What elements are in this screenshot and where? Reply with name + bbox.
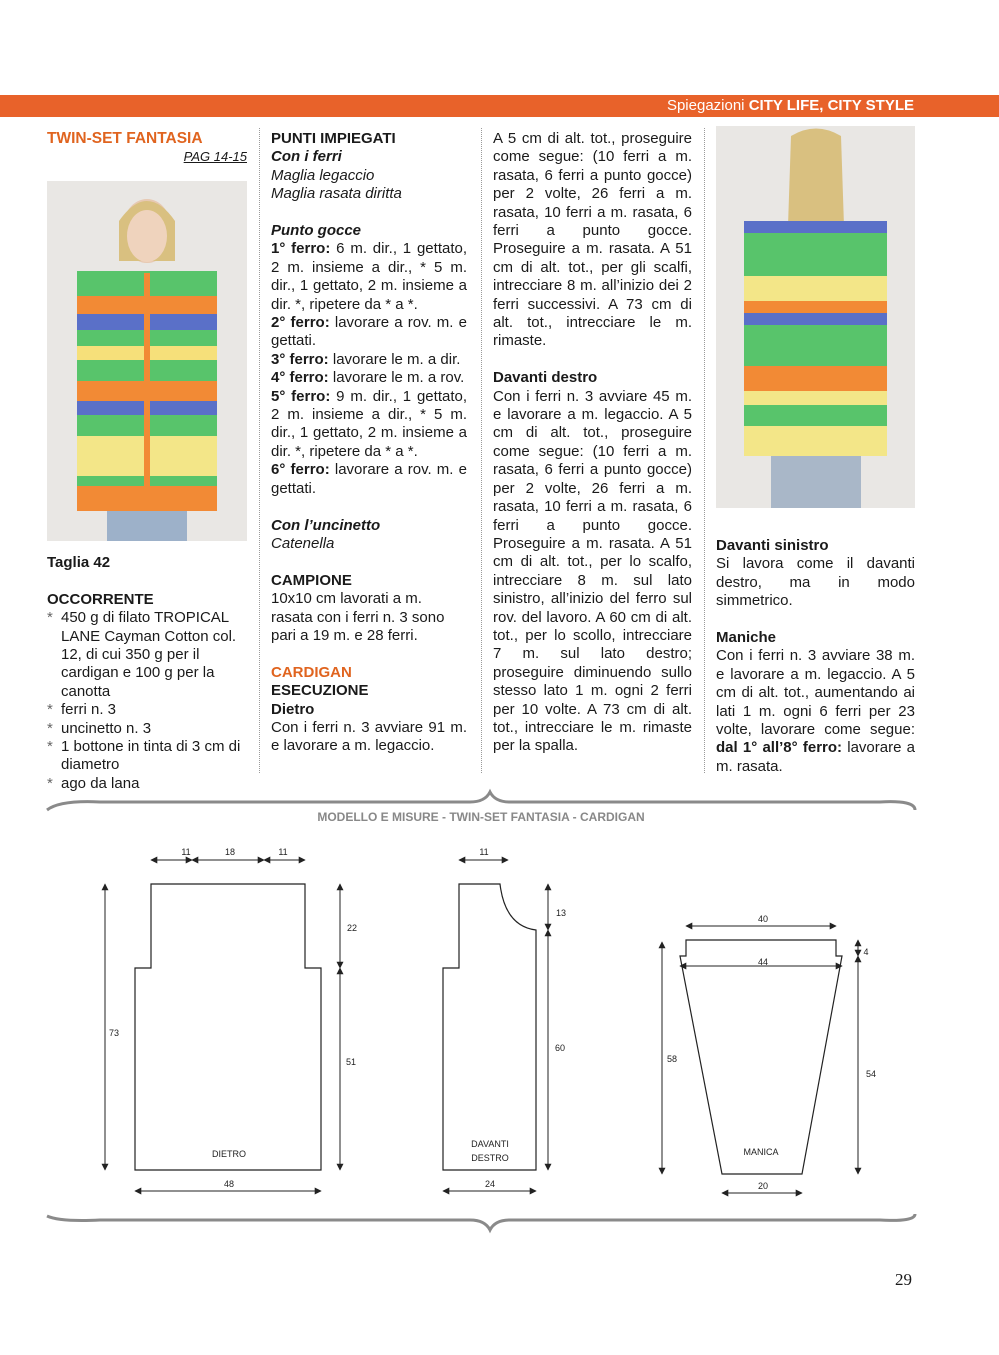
- body-text: A 5 cm di alt. tot., proseguire come segue: (10 ferri a m. rasata, 6 ferri a punto gocce) per 2 volte, 26 ferri a m. rasata, 10 ferri a m. rasata, 6 ferri a punto gocce. Proseguire a m. rasata. A 51 cm di alt. tot., per gli scalfi, intrecciare 8 m. all’inizio dei 2 ferri successivi. A 73 cm di alt. tot., intrecciare le m. rimaste.: [493, 130, 692, 350]
- piece-label: DESTRO: [471, 1153, 509, 1163]
- column-divider: [259, 128, 260, 773]
- subsection-title: Punto gocce: [271, 222, 362, 240]
- dim-label: 24: [484, 1179, 496, 1189]
- column-4: [716, 537, 915, 776]
- cardigan-title: CARDIGAN: [271, 663, 352, 681]
- subsection-title: Con l’uncinetto: [271, 516, 381, 534]
- column-1-lower: [47, 554, 247, 793]
- top-brace: [47, 792, 915, 810]
- section-header: Spiegazioni CITY LIFE, CITY STYLE: [666, 97, 914, 114]
- back-piece-outline: [135, 884, 321, 1170]
- list-item: * 450 g di filato TROPICAL LANE Cayman Cotton col. 12, di cui 350 g per il cardigan e 100 g per la canotta: [47, 609, 247, 701]
- subsection-title: Davanti destro: [493, 369, 598, 387]
- section-header-band: [0, 95, 999, 117]
- subsection-title: Maniche: [716, 629, 777, 647]
- dim-label: 11: [479, 847, 489, 857]
- pattern-diagram: [0, 788, 999, 1238]
- dim-label: 48: [223, 1179, 235, 1189]
- dim-label: 18: [224, 847, 236, 857]
- stitch-name: Maglia rasata diritta: [271, 185, 402, 203]
- row-instruction: 1° ferro: 6 m. dir., 1 gettato, 2 m. insieme a dir., * 5 m. dir., 1 gettato, 2 m. insieme a dir. *, ripetere da * a *.: [271, 240, 467, 313]
- dim-label: 22: [346, 923, 358, 933]
- body-text: Con i ferri n. 3 avviare 38 m. e lavorare a m. legaccio. A 5 cm di alt. tot., aumentando ai lati 1 m. ogni 6 ferri per 23 volte, lavorare come segue: dal 1° all’8° ferro: lavorare a m. rasata.: [716, 647, 916, 775]
- dim-label: 60: [554, 1043, 566, 1053]
- gauge-text: 10x10 cm lavorati a m. rasata con i ferri n. 3 sono pari a 19 m. e 28 ferri.: [271, 590, 445, 644]
- back-model-photo: [716, 126, 915, 508]
- list-item: * uncinetto n. 3: [47, 720, 247, 738]
- row-instruction: 2° ferro: lavorare a rov. m. e gettati.: [271, 314, 467, 350]
- front-model-photo: [47, 181, 247, 541]
- body-text: Con i ferri n. 3 avviare 91 m. e lavorare a m. legaccio.: [271, 718, 467, 755]
- body-text: Si lavora come il davanti destro, ma in modo simmetrico.: [716, 555, 915, 610]
- column-1: [47, 130, 247, 167]
- row-instruction: 6° ferro: lavorare a rov. m. e gettati.: [271, 461, 467, 497]
- piece-label: DAVANTI: [471, 1139, 509, 1149]
- piece-label: DIETRO: [211, 1149, 247, 1159]
- size-label: Taglia 42: [47, 554, 111, 571]
- dim-label: 4: [863, 947, 869, 957]
- subsection-title: Dietro: [271, 700, 315, 718]
- section-title: ESECUZIONE: [271, 682, 369, 700]
- list-item: * ferri n. 3: [47, 701, 247, 719]
- diagram-caption: MODELLO E MISURE - TWIN-SET FANTASIA - CARDIGAN: [317, 810, 645, 824]
- column-3: [493, 130, 692, 756]
- row-instruction: 4° ferro: lavorare le m. a rov.: [271, 369, 465, 387]
- dim-label: 44: [757, 957, 769, 967]
- column-divider: [704, 128, 705, 773]
- bottom-brace: [47, 1214, 915, 1230]
- list-item: * 1 bottone in tinta di 3 cm di diametro: [47, 738, 247, 775]
- column-2: [271, 130, 467, 756]
- page-reference: PAG 14-15: [183, 149, 247, 165]
- list-item: * ago da lana: [47, 775, 247, 793]
- dim-label: 54: [865, 1069, 877, 1079]
- subsection-title: Davanti sinistro: [716, 537, 829, 554]
- sleeve-piece-outline: [680, 940, 842, 1174]
- body-text: Con i ferri n. 3 avviare 45 m. e lavorare a m. legaccio. A 5 cm di alt. tot., proseguire come segue: (10 ferri a m. rasata, 6 ferri a punto gocce) per 2 volte, 26 ferri a m. rasata, 10 ferri a m. rasata, 6 ferri a punto gocce. Proseguire a m. rasata. A 51 cm di alt. tot., per lo scalfo, intrecciare 8 m. sul lato sinistro, all’inizio del ferro sul rov. del lavoro. A 60 cm di alt. tot., per lo scollo, intrecciare 7 m. sul lato destro; proseguire diminuendo sullo stesso lato 1 m. ogni 2 ferri per 10 volte. A 73 cm di alt. tot., intrecciare le m. rimaste per la spalla.: [493, 387, 692, 755]
- subsection-title: Con i ferri: [271, 148, 342, 166]
- materials-list: [47, 609, 247, 793]
- front-piece-outline: [443, 884, 536, 1170]
- pattern-title: TWIN-SET FANTASIA: [47, 130, 203, 147]
- dim-label: 73: [108, 1028, 120, 1038]
- dim-label: 40: [757, 914, 769, 924]
- piece-label: MANICA: [743, 1147, 779, 1157]
- dim-label: 51: [345, 1057, 357, 1067]
- dim-label: 20: [757, 1181, 769, 1191]
- materials-title: OCCORRENTE: [47, 590, 154, 608]
- dim-label: 11: [181, 847, 191, 857]
- row-instruction: 5° ferro: 9 m. dir., 1 gettato, 2 m. insieme a dir., * 5 m. dir., 1 gettato, 2 m. insieme a dir. *, ripetere da * a *.: [271, 387, 467, 460]
- dim-label: 58: [666, 1054, 678, 1064]
- stitch-name: Maglia legaccio: [271, 166, 375, 184]
- stitch-name: Catenella: [271, 534, 335, 552]
- column-divider: [481, 128, 482, 773]
- section-title: PUNTI IMPIEGATI: [271, 130, 396, 147]
- dim-label: 13: [555, 908, 567, 918]
- dim-label: 11: [278, 847, 288, 857]
- section-title: CAMPIONE: [271, 571, 352, 589]
- page-number: 29: [895, 1270, 912, 1289]
- row-instruction: 3° ferro: lavorare le m. a dir.: [271, 350, 461, 368]
